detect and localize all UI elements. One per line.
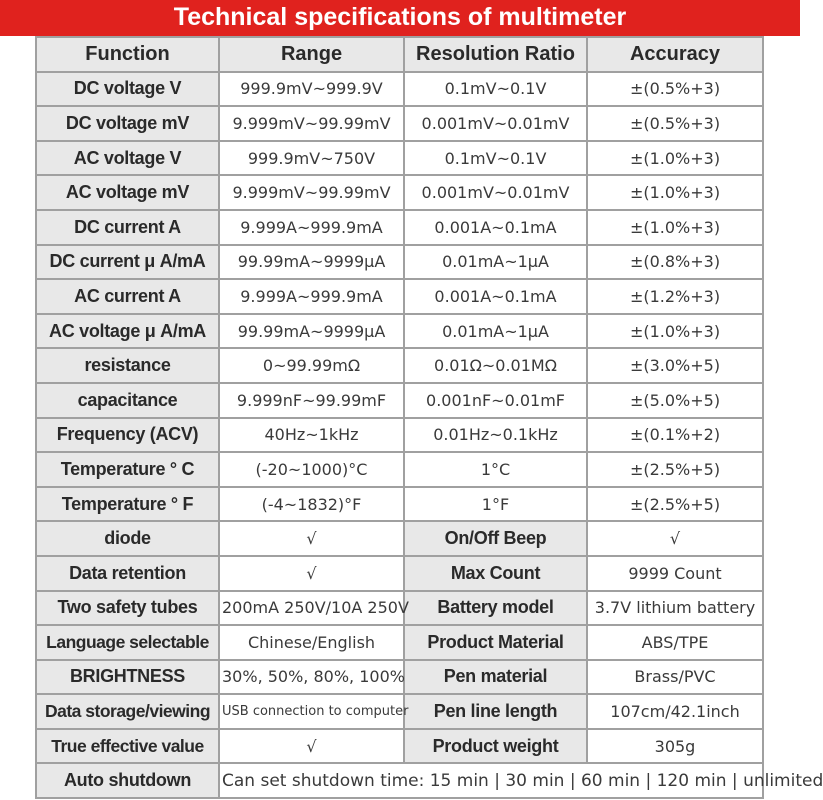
feature-value: Brass/PVC [587,660,763,695]
feature-label: Battery model [404,591,587,626]
table-row [36,383,763,418]
function-label: DC voltage mV [36,106,219,141]
table-row [36,763,763,798]
range-cell: 0~99.99mΩ [219,348,404,383]
range-cell: 9.999A~999.9mA [219,210,404,245]
function-label: AC current A [36,279,219,314]
function-label: AC voltage V [36,141,219,176]
table-row [36,210,763,245]
accuracy-cell: ±(0.5%+3) [587,106,763,141]
table-row [36,106,763,141]
feature-value: √ [219,729,404,764]
accuracy-cell: ±(1.2%+3) [587,279,763,314]
feature-label: Auto shutdown [36,763,219,798]
range-cell: 9.999nF~99.99mF [219,383,404,418]
function-label: resistance [36,348,219,383]
header-row [36,37,763,72]
feature-value: USB connection to computer [219,694,404,729]
table-row [36,418,763,453]
feature-value: √ [587,521,763,556]
feature-value: 9999 Count [587,556,763,591]
feature-label: Data retention [36,556,219,591]
feature-value: 305g [587,729,763,764]
function-label: DC voltage V [36,72,219,107]
accuracy-cell: ±(2.5%+5) [587,487,763,522]
feature-label: Pen line length [404,694,587,729]
column-header: Resolution Ratio [404,37,587,72]
accuracy-cell: ±(1.0%+3) [587,210,763,245]
table-row [36,556,763,591]
table-row [36,591,763,626]
resolution-cell: 0.01mA~1μA [404,314,587,349]
range-cell: 99.99mA~9999μA [219,245,404,280]
range-cell: 40Hz~1kHz [219,418,404,453]
shutdown-options: Can set shutdown time: 15 min | 30 min | 60 min | 120 min | unlimited [219,763,763,798]
accuracy-cell: ±(0.1%+2) [587,418,763,453]
feature-label: Product weight [404,729,587,764]
feature-label: Pen material [404,660,587,695]
table-row [36,175,763,210]
feature-label: Product Material [404,625,587,660]
accuracy-cell: ±(3.0%+5) [587,348,763,383]
feature-label: Data storage/viewing [36,694,219,729]
feature-label: On/Off Beep [404,521,587,556]
feature-label: Language selectable [36,625,219,660]
function-label: Frequency (ACV) [36,418,219,453]
table-row [36,487,763,522]
table-row [36,729,763,764]
table-row [36,348,763,383]
resolution-cell: 1°F [404,487,587,522]
table-row [36,452,763,487]
resolution-cell: 0.001nF~0.01mF [404,383,587,418]
table-row [36,141,763,176]
feature-value: Chinese/English [219,625,404,660]
accuracy-cell: ±(1.0%+3) [587,314,763,349]
feature-label: Two safety tubes [36,591,219,626]
table-row [36,660,763,695]
table-row [36,694,763,729]
resolution-cell: 0.01mA~1μA [404,245,587,280]
function-label: capacitance [36,383,219,418]
accuracy-cell: ±(2.5%+5) [587,452,763,487]
feature-label: Max Count [404,556,587,591]
page-title: Technical specifications of multimeter [0,0,800,36]
spec-table [35,36,823,799]
feature-value: 200mA 250V/10A 250V [219,591,404,626]
range-cell: 9.999A~999.9mA [219,279,404,314]
feature-value: √ [219,521,404,556]
resolution-cell: 0.1mV~0.1V [404,141,587,176]
accuracy-cell: ±(0.8%+3) [587,245,763,280]
accuracy-cell: ±(1.0%+3) [587,141,763,176]
accuracy-cell: ±(0.5%+3) [587,72,763,107]
feature-label: True effective value [36,729,219,764]
function-label: Temperature ° F [36,487,219,522]
column-header: Range [219,37,404,72]
resolution-cell: 0.1mV~0.1V [404,72,587,107]
table-row [36,279,763,314]
function-label: Temperature ° C [36,452,219,487]
range-cell: (-20~1000)°C [219,452,404,487]
range-cell: 999.9mV~750V [219,141,404,176]
resolution-cell: 0.001A~0.1mA [404,279,587,314]
function-label: AC voltage mV [36,175,219,210]
resolution-cell: 0.01Hz~0.1kHz [404,418,587,453]
table-row [36,625,763,660]
resolution-cell: 1°C [404,452,587,487]
spec-table-body [36,37,823,798]
function-label: DC current μ A/mA [36,245,219,280]
feature-value: ABS/TPE [587,625,763,660]
range-cell: 999.9mV~999.9V [219,72,404,107]
column-header: Accuracy [587,37,763,72]
range-cell: (-4~1832)°F [219,487,404,522]
feature-value: √ [219,556,404,591]
accuracy-cell: ±(1.0%+3) [587,175,763,210]
accuracy-cell: ±(5.0%+5) [587,383,763,418]
resolution-cell: 0.001mV~0.01mV [404,106,587,141]
range-cell: 99.99mA~9999μA [219,314,404,349]
table-row [36,72,763,107]
column-header: Function [36,37,219,72]
function-label: AC voltage μ A/mA [36,314,219,349]
table-row [36,314,763,349]
feature-label: BRIGHTNESS [36,660,219,695]
function-label: DC current A [36,210,219,245]
range-cell: 9.999mV~99.99mV [219,106,404,141]
range-cell: 9.999mV~99.99mV [219,175,404,210]
table-row [36,521,763,556]
feature-value: 107cm/42.1inch [587,694,763,729]
resolution-cell: 0.01Ω~0.01MΩ [404,348,587,383]
feature-value: 3.7V lithium battery [587,591,763,626]
resolution-cell: 0.001mV~0.01mV [404,175,587,210]
table-row [36,245,763,280]
feature-label: diode [36,521,219,556]
feature-value: 30%, 50%, 80%, 100% [219,660,404,695]
resolution-cell: 0.001A~0.1mA [404,210,587,245]
